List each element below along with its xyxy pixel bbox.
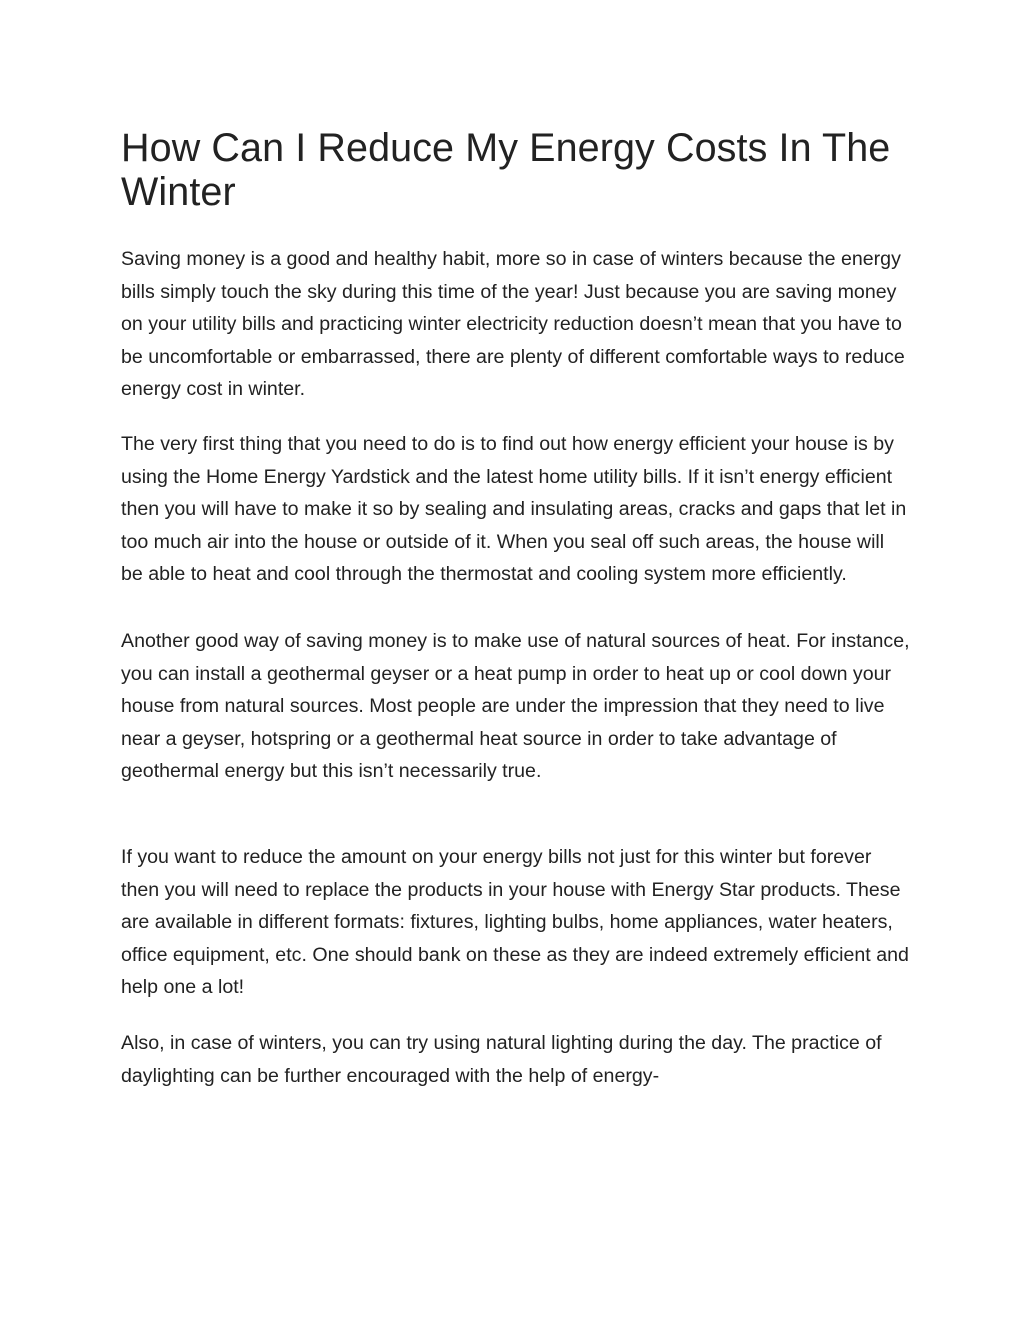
paragraph-intro: Saving money is a good and healthy habit, more so in case of winters because the energy bills simply touch the sky during this time of the year! Just because you are saving money on your utility bills and practicing winter electricity reduction doesn’t mean that you have to be uncomfortable or embarrassed, there are plenty of different comfortable ways to reduce energy cost in winter. (121, 248, 905, 400)
paragraph-energy-efficiency: The very first thing that you need to do is to find out how energy efficient your house is by using the Home Energy Yardstick and the latest home utility bills. If it isn’t energy efficient then you will have to make it so by sealing and insulating areas, cracks and gaps that let in too much air into the house or outside of it. When you seal off such areas, the house will be able to heat and cool through the thermostat and cooling system more efficiently. (121, 433, 907, 585)
paragraph-daylighting: Also, in case of winters, you can try using natural lighting during the day. The practice of daylighting can be further encouraged with the help of energy- (121, 1032, 882, 1087)
paragraph-energy-star: If you want to reduce the amount on your energy bills not just for this winter but forever then you will need to replace the products in your house with Energy Star products. These are available in different formats: fixtures, lighting bulbs, home appliances, water heaters, office equipment, etc. One should bank on these as they are indeed extremely efficient and help one a lot! (121, 846, 909, 998)
page-title: How Can I Reduce My Energy Costs In The Winter (121, 126, 891, 214)
paragraph-natural-heat: Another good way of saving money is to make use of natural sources of heat. For instance, you can install a geothermal geyser or a heat pump in order to heat up or cool down your house from natural sources. Most people are under the impression that they need to live near a geyser, hotspring or a geothermal heat source in order to take advantage of geothermal energy but this isn’t necessarily true. (121, 630, 910, 782)
